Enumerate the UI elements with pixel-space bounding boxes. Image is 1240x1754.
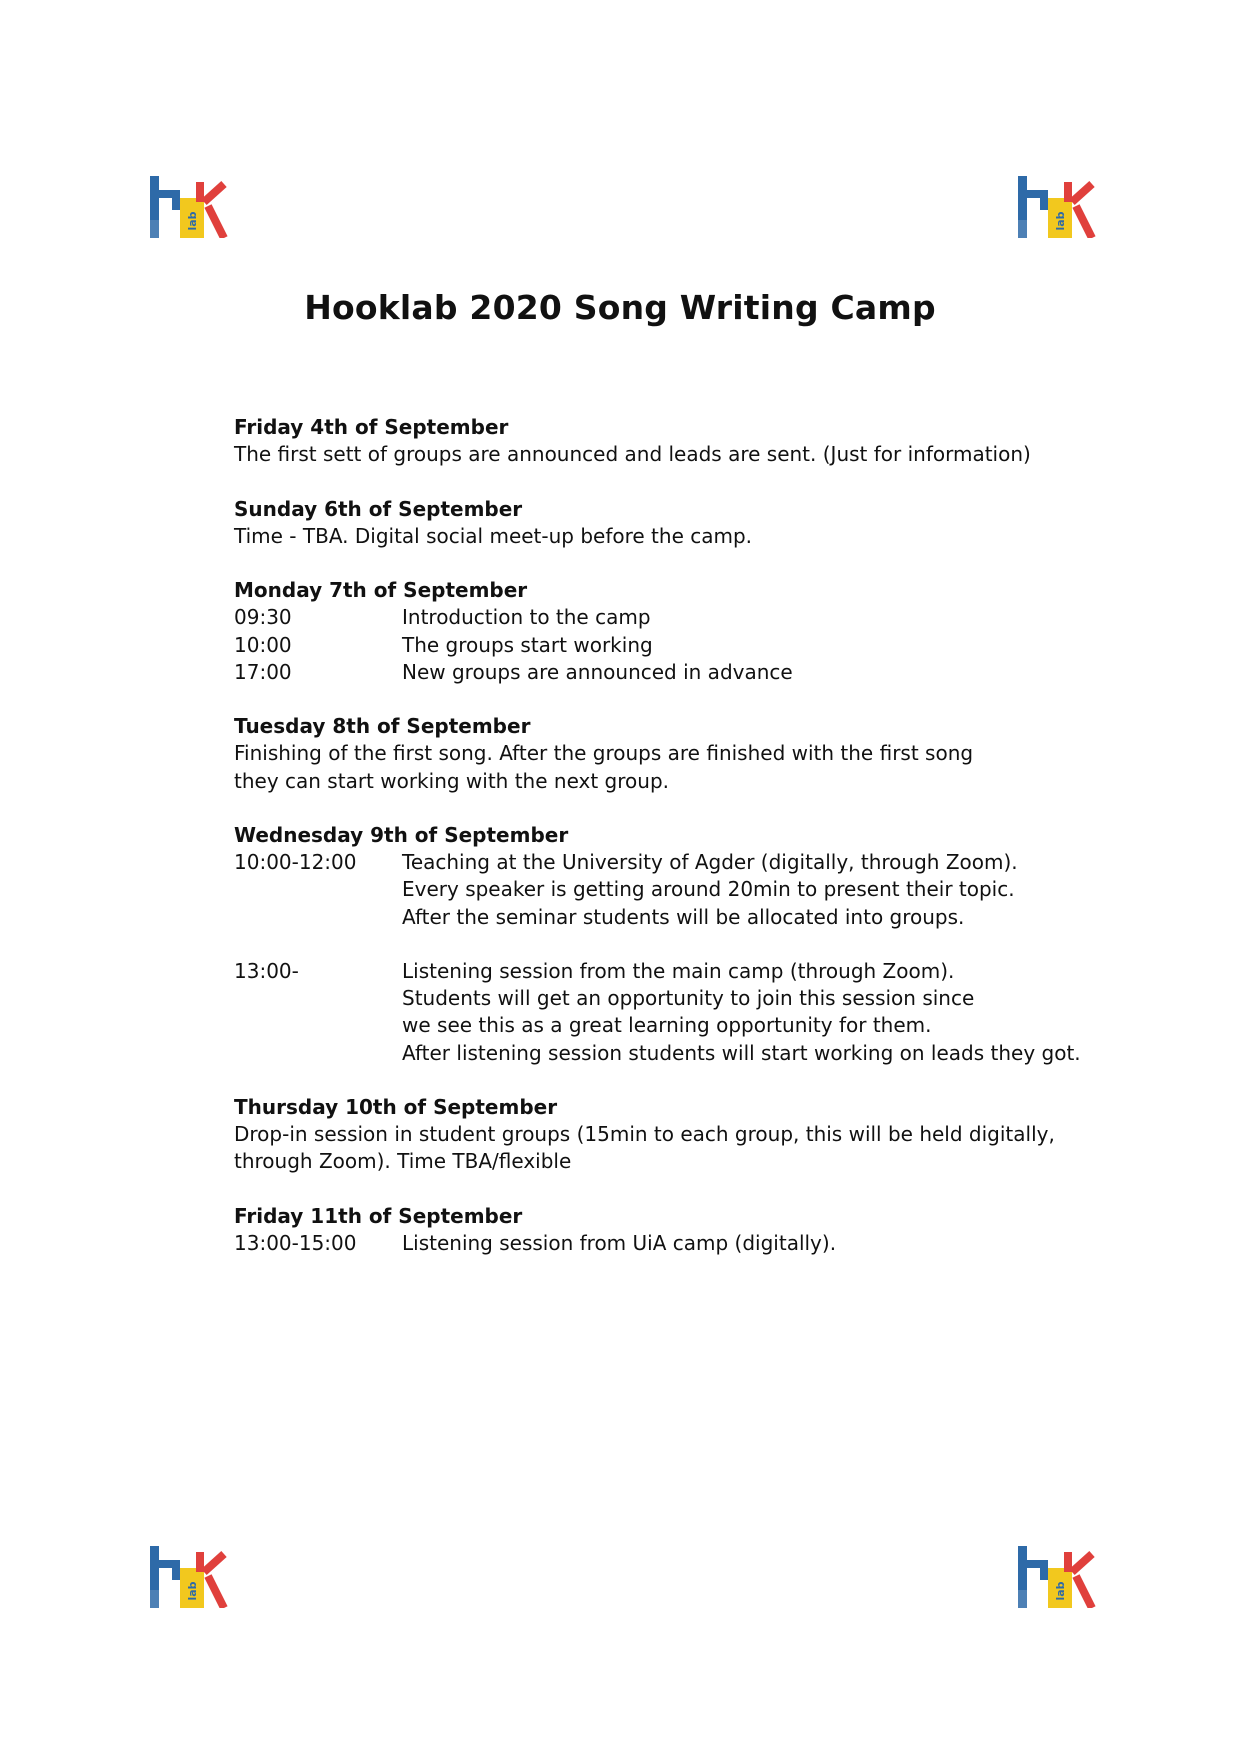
description-line: we see this as a great learning opportunity for them. <box>402 1013 932 1038</box>
schedule-row <box>234 659 1114 686</box>
description-line: After the seminar students will be allocated into groups. <box>402 904 965 929</box>
time-cell: 10:00-12:00 <box>234 850 357 875</box>
time-cell: 13:00-15:00 <box>234 1230 357 1255</box>
schedule-row <box>234 1230 1114 1257</box>
time-cell: 17:00 <box>234 659 292 684</box>
day-heading: Friday 4th of September <box>234 415 509 439</box>
description-cell <box>402 659 1114 686</box>
day-sunday-6 <box>234 496 1114 550</box>
schedule <box>234 414 1114 1284</box>
day-text: Finishing of the first song. After the groups are finished with the first song <box>234 741 974 766</box>
day-heading: Monday 7th of September <box>234 578 528 603</box>
schedule-row <box>234 849 1114 931</box>
hooklab-logo <box>1018 1546 1096 1608</box>
description-cell <box>402 849 1114 931</box>
day-friday-11 <box>234 1203 1114 1257</box>
hooklab-logo <box>150 176 228 238</box>
day-thursday-10 <box>234 1094 1114 1176</box>
spacer <box>234 931 1114 958</box>
description-line: Every speaker is getting around 20min to present their topic. <box>402 877 1015 902</box>
time-cell: 10:00 <box>234 632 292 657</box>
day-heading: Tuesday 8th of September <box>234 714 531 739</box>
description-line: Students will get an opportunity to join this session since <box>402 986 975 1011</box>
schedule-row <box>234 958 1114 1067</box>
logo-lettering: lab <box>186 1581 199 1601</box>
schedule-row <box>234 632 1114 659</box>
description-line: Introduction to the camp <box>402 605 651 630</box>
hooklab-logo <box>150 1546 228 1608</box>
day-heading: Wednesday 9th of September <box>234 822 569 847</box>
day-text: The first sett of groups are announced and leads are sent. (Just for information) <box>234 442 1031 467</box>
description-line: The groups start working <box>402 632 653 657</box>
description-line: Listening session from the main camp (through Zoom). <box>402 958 955 983</box>
logo-lettering: lab <box>1054 1581 1067 1601</box>
logo-lettering: lab <box>1054 211 1067 231</box>
hooklab-logo <box>1018 176 1096 238</box>
day-heading: Friday 11th of September <box>234 1203 523 1228</box>
description-cell <box>402 1230 1114 1257</box>
time-cell: 13:00- <box>234 958 299 983</box>
description-line: New groups are announced in advance <box>402 659 793 684</box>
day-monday-7 <box>234 577 1114 686</box>
day-friday-4 <box>234 414 1114 468</box>
day-text: they can start working with the next group. <box>234 768 669 793</box>
description-cell <box>402 604 1114 631</box>
logo-lettering: lab <box>186 211 199 231</box>
day-wednesday-9 <box>234 822 1114 1067</box>
description-cell <box>402 632 1114 659</box>
page-title: Hooklab 2020 Song Writing Camp <box>304 288 936 327</box>
description-line: Listening session from UiA camp (digitally). <box>402 1230 837 1255</box>
day-heading: Thursday 10th of September <box>234 1094 558 1119</box>
description-line: After listening session students will start working on leads they got. <box>402 1040 1081 1065</box>
day-text: through Zoom). Time TBA/flexible <box>234 1149 572 1174</box>
day-text: Time - TBA. Digital social meet-up before the camp. <box>234 523 753 548</box>
day-text: Drop-in session in student groups (15min to each group, this will be held digitally, <box>234 1122 1055 1147</box>
time-cell: 09:30 <box>234 605 292 630</box>
description-line: Teaching at the University of Agder (digitally, through Zoom). <box>402 850 1018 875</box>
schedule-row <box>234 604 1114 631</box>
description-cell <box>402 958 1114 1067</box>
day-heading: Sunday 6th of September <box>234 496 523 521</box>
day-tuesday-8 <box>234 713 1114 795</box>
